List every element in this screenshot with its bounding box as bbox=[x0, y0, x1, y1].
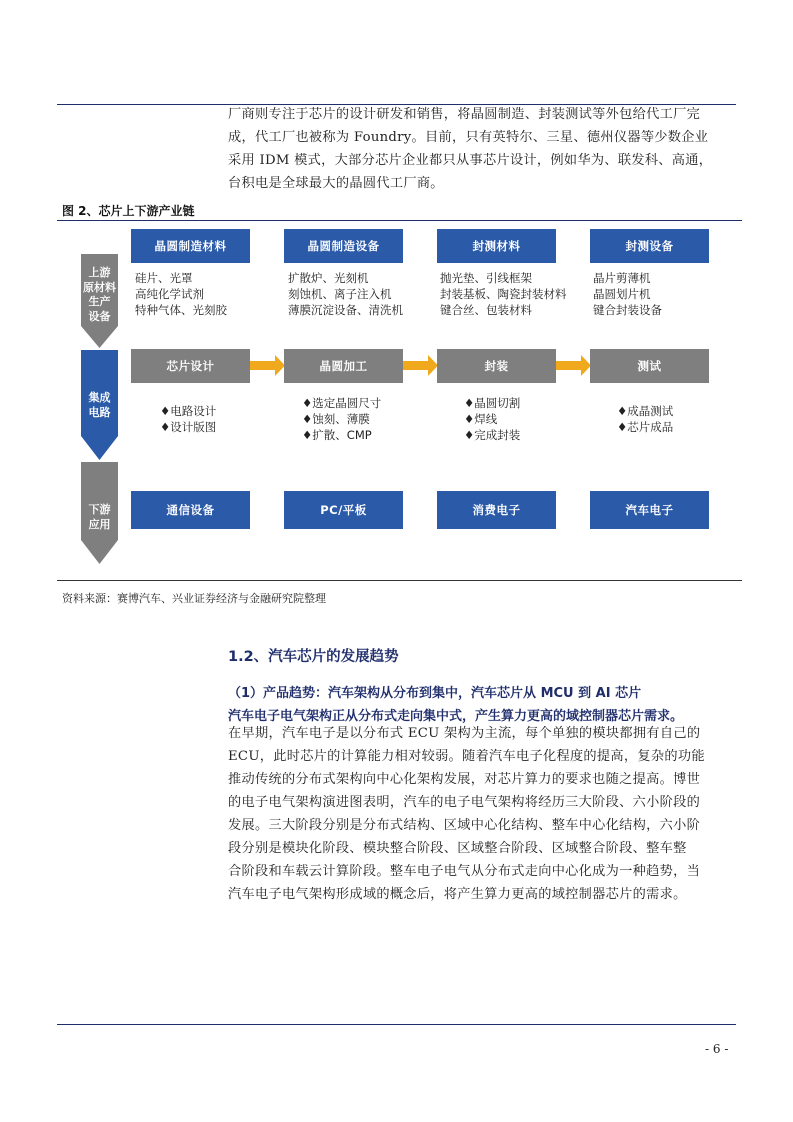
intro-line: 厂商则专注于芯片的设计研发和销售，将晶圆制造、封装测试等外包给代工厂完 bbox=[228, 107, 701, 122]
list-item: 刻蚀机、离子注入机 bbox=[288, 287, 392, 301]
stage-label-line: 应用 bbox=[88, 517, 111, 531]
downstream-stage-label bbox=[81, 503, 118, 532]
stage-label-line: 电路 bbox=[88, 405, 111, 419]
body-line: 汽车电子电气架构形成域的概念后，将产生算力更高的域控制器芯片的需求。 bbox=[228, 887, 687, 902]
list-item: 硅片、光罩 bbox=[135, 271, 193, 285]
arrow-icon bbox=[250, 355, 285, 376]
upstream-box-packaging-materials: 封测材料 bbox=[437, 229, 556, 263]
list-item: 键合丝、包装材料 bbox=[440, 303, 532, 317]
upstream-box-wafer-materials: 晶圆制造材料 bbox=[131, 229, 250, 263]
upstream-list-wafer-equipment bbox=[288, 270, 403, 318]
stage-label-line: 原材料 bbox=[83, 280, 116, 294]
body-line: ECU，此时芯片的计算能力相对较弱。随着汽车电子化程度的提高，复杂的功能 bbox=[228, 749, 705, 764]
list-item: 封装基板、陶瓷封装材料 bbox=[440, 287, 567, 301]
list-item: ♦芯片成品 bbox=[617, 420, 674, 434]
list-item: 晶圆划片机 bbox=[593, 287, 651, 301]
list-item: 高纯化学试剂 bbox=[135, 287, 204, 301]
list-item: 特种气体、光刻胶 bbox=[135, 303, 227, 317]
upstream-list-packaging-equipment bbox=[593, 270, 662, 318]
body-line: 的电子电气架构演进图表明，汽车的电子电气架构将经历三大阶段、六小阶段的 bbox=[228, 795, 701, 810]
body-line: 发展。三大阶段分别是分布式结构、区域中心化结构、整车中心化结构，六小阶 bbox=[228, 818, 701, 833]
list-item: ♦扩散、CMP bbox=[302, 428, 372, 442]
list-item: 抛光垫、引线框架 bbox=[440, 271, 532, 285]
intro-line: 采用 IDM 模式，大部分芯片企业都只从事芯片设计，例如华为、联发科、高通， bbox=[228, 153, 713, 168]
source-note: 资料来源：赛博汽车、兴业证券经济与金融研究院整理 bbox=[62, 592, 326, 605]
arrow-icon bbox=[556, 355, 591, 376]
stage-label-line: 生产 bbox=[88, 295, 111, 308]
application-box: 汽车电子 bbox=[590, 491, 709, 529]
figure-bottom-rule bbox=[57, 580, 742, 581]
upstream-list-packaging-materials bbox=[440, 270, 567, 318]
lead-sentence: 汽车电子电气架构正从分布式走向集中式，产生算力更高的域控制器芯片需求。 bbox=[228, 709, 684, 724]
body-paragraph bbox=[228, 722, 716, 906]
upstream-list-wafer-materials bbox=[135, 270, 227, 318]
body-line: 在早期，汽车电子是以分布式 ECU 架构为主流，每个单独的模块都拥有自己的 bbox=[228, 726, 701, 741]
list-item: ♦晶圆切割 bbox=[464, 396, 521, 410]
ic-list-design bbox=[160, 403, 216, 435]
stage-label-line: 上游 bbox=[88, 266, 111, 279]
list-item: ♦电路设计 bbox=[160, 404, 217, 418]
footer-rule bbox=[57, 1024, 736, 1025]
page-number: - 6 - bbox=[705, 1042, 729, 1056]
list-item: 键合封装设备 bbox=[593, 303, 662, 317]
ic-step-packaging: 封装 bbox=[437, 349, 556, 383]
body-line: 段分别是模块化阶段、模块整合阶段、区域整合阶段、区域整合阶段、整车整 bbox=[228, 841, 687, 856]
stage-label-line: 设备 bbox=[88, 309, 111, 323]
ic-list-testing bbox=[617, 403, 673, 435]
list-item: ♦完成封装 bbox=[464, 428, 521, 442]
ic-step-testing: 测试 bbox=[590, 349, 709, 383]
application-box: 通信设备 bbox=[131, 491, 250, 529]
list-item: 薄膜沉淀设备、清洗机 bbox=[288, 303, 403, 317]
arrow-icon bbox=[403, 355, 438, 376]
stage-label-line: 下游 bbox=[88, 503, 111, 516]
ic-list-packaging bbox=[464, 395, 520, 443]
ic-stage-label bbox=[81, 391, 118, 420]
ic-step-design: 芯片设计 bbox=[131, 349, 250, 383]
list-item: 扩散炉、光刻机 bbox=[288, 271, 369, 285]
intro-line: 台积电是全球最大的晶圆代工厂商。 bbox=[228, 176, 444, 191]
stage-label-line: 集成 bbox=[88, 391, 111, 404]
application-box: PC/平板 bbox=[284, 491, 403, 529]
figure-caption: 图 2、芯片上下游产业链 bbox=[62, 204, 195, 218]
upstream-box-wafer-equipment: 晶圆制造设备 bbox=[284, 229, 403, 263]
list-item: ♦设计版图 bbox=[160, 420, 217, 434]
ic-list-wafer-processing bbox=[302, 395, 381, 443]
list-item: ♦焊线 bbox=[464, 412, 498, 426]
ic-step-wafer-processing: 晶圆加工 bbox=[284, 349, 403, 383]
section-heading: 1.2、汽车芯片的发展趋势 bbox=[228, 649, 399, 665]
list-item: ♦蚀刻、薄膜 bbox=[302, 412, 370, 426]
intro-line: 成，代工厂也被称为 Foundry。目前，只有英特尔、三星、德州仪器等少数企业 bbox=[228, 130, 709, 145]
sub-heading: （1）产品趋势：汽车架构从分布到集中，汽车芯片从 MCU 到 AI 芯片 bbox=[228, 686, 642, 701]
body-line: 合阶段和车载云计算阶段。整车电子电气从分布式走向中心化成为一种趋势，当 bbox=[228, 864, 701, 879]
upstream-box-packaging-equipment: 封测设备 bbox=[590, 229, 709, 263]
application-box: 消费电子 bbox=[437, 491, 556, 529]
upstream-stage-label bbox=[81, 266, 118, 324]
list-item: ♦成晶测试 bbox=[617, 404, 674, 418]
list-item: 晶片剪薄机 bbox=[593, 271, 651, 285]
body-line: 推动传统的分布式架构向中心化架构发展，对芯片算力的要求也随之提高。博世 bbox=[228, 772, 701, 787]
list-item: ♦选定晶圆尺寸 bbox=[302, 396, 382, 410]
